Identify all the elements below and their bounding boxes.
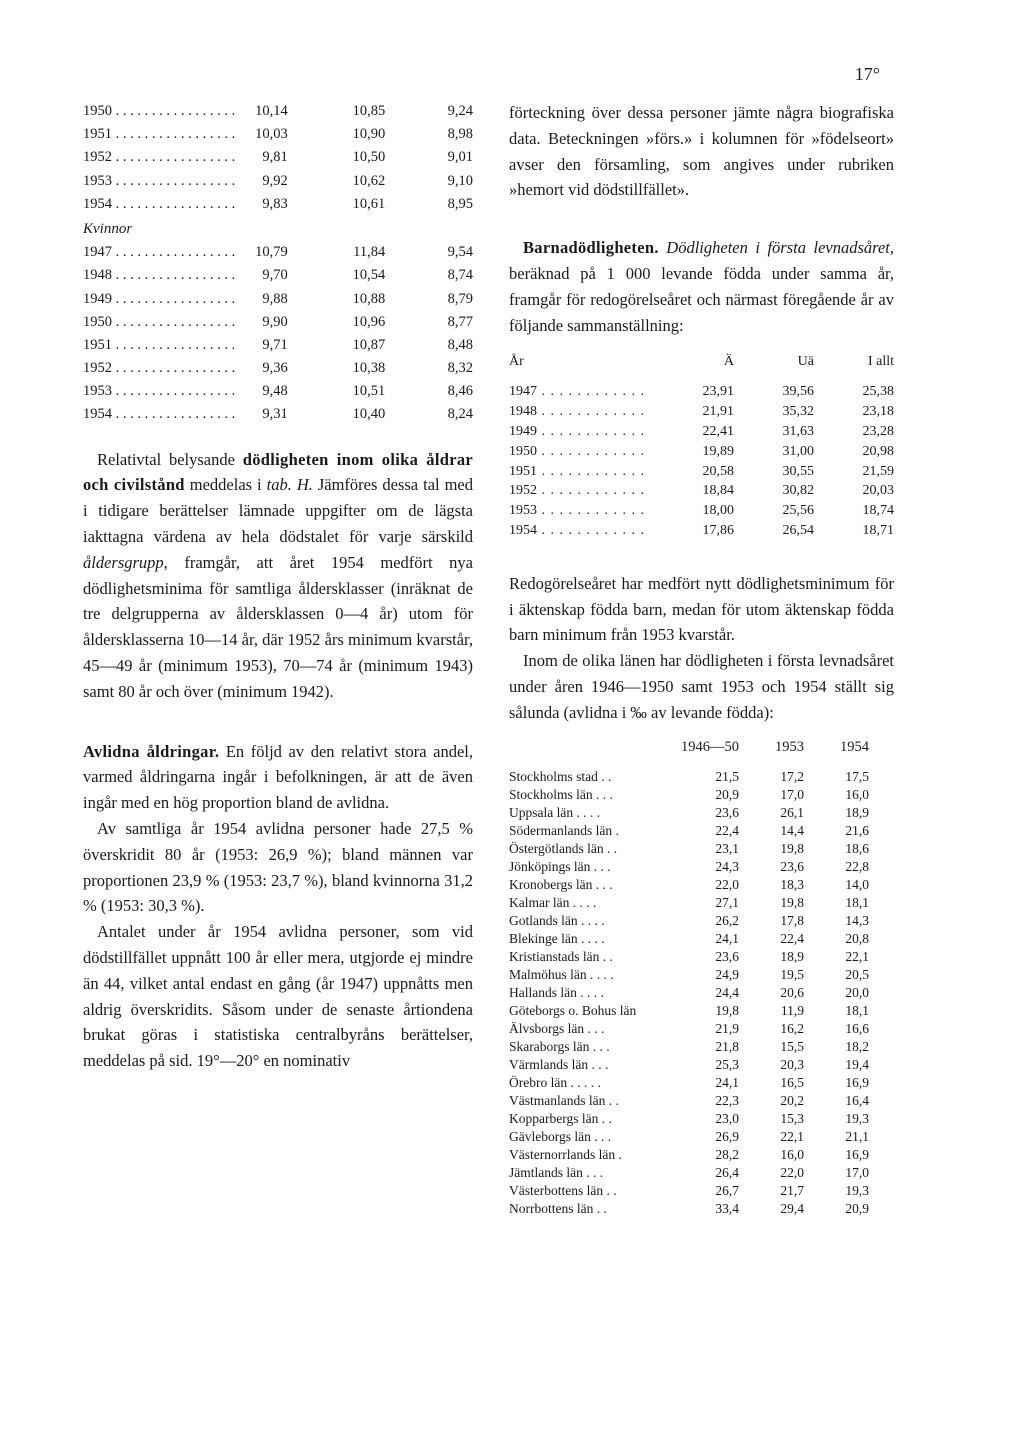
infant-year: [509, 521, 659, 541]
stat-row: [83, 380, 473, 403]
county-name: Älvsborgs län . . .: [509, 1020, 605, 1036]
stat-value-married: 9,24: [447, 103, 473, 119]
county-header-cell: [509, 738, 679, 768]
county-value: 16,0: [845, 786, 869, 802]
county-value: 26,4: [715, 1164, 739, 1180]
infant-year: [509, 501, 659, 521]
infant-value: 25,56: [782, 503, 814, 519]
county-value: 11,9: [780, 1002, 804, 1018]
county-value: 24,1: [715, 930, 739, 946]
county-name: Kristianstads län . .: [509, 948, 613, 964]
infant-table-header: [509, 352, 894, 382]
stat-row: [83, 170, 473, 193]
table-row: [509, 462, 894, 482]
table-row: [509, 966, 869, 984]
table-row: [509, 822, 869, 840]
infant-value: 23,28: [862, 423, 894, 439]
county-value: 21,1: [845, 1128, 869, 1144]
county-value: 24,3: [715, 858, 739, 874]
infant-year: [509, 481, 659, 501]
stat-year: [83, 264, 239, 287]
county-value: 20,6: [780, 984, 804, 1000]
paragraph-elderly: [83, 739, 473, 816]
county-name: Västerbottens län . .: [509, 1182, 617, 1198]
stat-year-label: 1952: [83, 360, 112, 377]
stat-value-total: 9,88: [262, 290, 288, 307]
county-value: 20,8: [845, 930, 869, 946]
county-value: 24,1: [715, 1074, 739, 1090]
stat-value-married: 8,79: [447, 290, 473, 307]
infant-year-label: 1952 . . .: [509, 483, 645, 498]
table-row: [509, 1020, 869, 1038]
table-row: [509, 382, 894, 402]
infant-year: [509, 402, 659, 422]
stat-row: [83, 123, 473, 146]
county-value: 27,1: [715, 894, 739, 910]
stat-value-total: 9,92: [262, 172, 288, 189]
county-value: 28,2: [715, 1146, 739, 1162]
infant-value: 25,38: [862, 384, 894, 400]
county-value: 17,5: [845, 768, 869, 784]
stat-row: [83, 193, 473, 216]
county-value: 19,5: [780, 966, 804, 982]
stat-row: [83, 357, 473, 380]
county-value: 14,3: [845, 912, 869, 928]
stat-value-unmarried: 10,96: [352, 313, 386, 330]
p2-heading: Avlidna åldringar.: [83, 741, 220, 761]
county-name: Kopparbergs län . .: [509, 1110, 612, 1126]
stat-year: [83, 357, 239, 380]
stat-value-total: 10,03: [255, 126, 288, 143]
county-value: 20,9: [845, 1200, 869, 1216]
paragraph-centenarians: Antalet under år 1954 avlidna personer, som vid dödstillfället uppnått 100 år eller mera, utgjorde ej mindre än 44, vilket antal endast en gång (år 1947) uppnåtts men aldrig överskridits. Såsom under de senaste årtiondena brukat göras i statistiska centralbyråns berättelser, meddelas på sid. 19°—20° en nominativ: [83, 922, 473, 1071]
infant-value: 23,91: [702, 384, 734, 400]
table-row: [509, 984, 869, 1002]
infant-year-label: 1951 . . .: [509, 464, 645, 479]
county-value: 26,2: [715, 912, 739, 928]
stat-year-label: 1952: [83, 149, 112, 166]
infant-year-label: 1947 . . .: [509, 384, 645, 399]
stat-value-unmarried: 10,50: [352, 149, 386, 166]
county-value: 21,9: [715, 1020, 739, 1036]
stat-row: [83, 241, 473, 264]
stat-value-unmarried: 10,40: [352, 406, 386, 423]
infant-value: 35,32: [782, 404, 814, 420]
stat-year-label: 1954: [83, 195, 112, 212]
stat-row: [83, 146, 473, 169]
stat-value-total: 10,14: [255, 103, 288, 119]
table-row: [509, 912, 869, 930]
stat-value-unmarried: 11,84: [353, 244, 386, 261]
stat-value-unmarried: 10,87: [352, 336, 386, 353]
p1-lead: Relativtal belysande: [97, 449, 243, 469]
county-value: 24,9: [715, 966, 739, 982]
table-row: [509, 804, 869, 822]
county-value: 14,4: [780, 822, 804, 838]
county-value: 19,8: [780, 894, 804, 910]
county-name: Göteborgs o. Bohus län: [509, 1002, 637, 1018]
stat-year: [83, 170, 239, 193]
county-name: Kronobergs län . . .: [509, 876, 613, 892]
stat-value-unmarried: 10,38: [352, 360, 386, 377]
table-row: [509, 501, 894, 521]
county-value: 18,1: [845, 894, 869, 910]
paragraph-elderly-share: Av samtliga år 1954 avlidna personer hade 27,5 % överskridit 80 år (1953: 26,9 %); bland männen var proportionen 23,9 % (1953: 23,7 %), bland kvinnorna 31,2 % (1953: 30,3 %).: [83, 818, 473, 916]
infant-header-cell: Ä: [723, 354, 734, 370]
stat-row: [83, 311, 473, 334]
infant-value: 18,74: [862, 503, 894, 519]
stat-value-total: 9,83: [262, 195, 288, 212]
stat-value-total: 9,81: [262, 149, 288, 166]
county-name: Gotlands län . . . .: [509, 912, 605, 928]
county-name: Västmanlands län . .: [509, 1092, 619, 1108]
county-value: 15,5: [780, 1038, 804, 1054]
r2-italic: Dödligheten i första levnadsåret,: [666, 238, 895, 258]
county-value: 18,6: [845, 840, 869, 856]
county-name: Hallands län . . . .: [509, 984, 604, 1000]
county-value: 17,8: [780, 912, 804, 928]
stat-value-married: 8,46: [447, 383, 473, 400]
stat-value-married: 8,95: [447, 195, 473, 212]
infant-year-label: 1953 . . .: [509, 503, 645, 518]
left-column: [83, 100, 473, 1074]
county-name: Blekinge län . . . .: [509, 930, 605, 946]
stat-row: [83, 100, 473, 123]
stat-year: [83, 193, 239, 216]
stat-value-unmarried: 10,61: [352, 195, 386, 212]
infant-year-label: 1949 . . .: [509, 424, 645, 439]
infant-mortality-table: [509, 352, 894, 540]
stat-value-unmarried: 10,85: [352, 103, 386, 119]
county-value: 22,1: [845, 948, 869, 964]
stat-year: [83, 334, 239, 357]
county-value: 18,1: [845, 1002, 869, 1018]
stat-year-label: 1951: [83, 336, 112, 353]
table-row: [509, 481, 894, 501]
table-row: [509, 1128, 869, 1146]
p1-mid: meddelas i: [184, 475, 267, 495]
table-row: [509, 894, 869, 912]
county-value: 23,1: [715, 840, 739, 856]
table-row: [509, 422, 894, 442]
county-value: 19,3: [845, 1110, 869, 1126]
infant-header-cell: Uä: [797, 354, 814, 370]
infant-value: 30,55: [782, 463, 814, 479]
paragraph-counties-intro: Inom de olika länen har dödligheten i första levnadsåret under åren 1946—1950 samt 1953 och 1954 ställt sig sålunda (avlidna i ‰ av levande födda):: [509, 651, 894, 722]
stat-year: [83, 241, 239, 264]
county-value: 16,0: [780, 1146, 804, 1162]
stat-year-label: 1953: [83, 172, 112, 189]
county-name: Malmöhus län . . . .: [509, 966, 614, 982]
county-value: 14,0: [845, 876, 869, 892]
stat-year: [83, 288, 239, 311]
county-value: 21,6: [845, 822, 869, 838]
stat-value-married: 9,54: [447, 244, 473, 261]
infant-value: 20,58: [702, 463, 734, 479]
county-value: 18,2: [845, 1038, 869, 1054]
infant-value: 26,54: [782, 522, 814, 538]
county-value: 22,3: [715, 1092, 739, 1108]
paragraph-listing: förteckning över dessa personer jämte några biografiska data. Beteckningen »förs.» i kolumnen för »födelseort» avser den församling, som angives under rubriken »hemort vid dödstillfället».: [509, 103, 894, 200]
infant-value: 22,41: [702, 423, 734, 439]
county-value: 20,2: [780, 1092, 804, 1108]
infant-year: [509, 422, 659, 442]
county-value: 22,0: [780, 1164, 804, 1180]
county-value: 16,9: [845, 1146, 869, 1162]
county-name: Stockholms län . . .: [509, 786, 613, 802]
infant-header-cell: År: [509, 354, 524, 370]
r2-heading: Barnadödligheten.: [523, 238, 659, 258]
county-value: 15,3: [780, 1110, 804, 1126]
table-row: [509, 1056, 869, 1074]
table-row: [509, 1110, 869, 1128]
table-row: [509, 1074, 869, 1092]
county-value: 23,6: [715, 948, 739, 964]
table-row: [509, 1200, 869, 1218]
p1-bold: dödligheten inom olika åldrar och civilstånd: [83, 449, 473, 495]
table-row: [509, 1002, 869, 1020]
stat-year-label: 1950: [83, 313, 112, 330]
county-value: 26,9: [715, 1128, 739, 1144]
county-name: Jönköpings län . . .: [509, 858, 611, 874]
stat-value-total: 9,71: [262, 336, 288, 353]
p2-text: En följd av den relativt stora andel, varmed åldringarna ingår i befolkningen, är att de även ingår med en hög proportion bland de avlidna.: [83, 741, 473, 813]
mortality-stats-top: [83, 100, 473, 216]
county-value: 20,0: [845, 984, 869, 1000]
stat-year-label: 1947: [83, 244, 112, 261]
table-row: [509, 1164, 869, 1182]
stat-value-total: 9,70: [262, 267, 288, 284]
county-value: 23,0: [715, 1110, 739, 1126]
r2-text: beräknad på 1 000 levande födda under samma år, framgår för redogörelseåret och närmast föregående år av följande sammanställning:: [509, 263, 894, 335]
county-value: 16,9: [845, 1074, 869, 1090]
infant-value: 31,00: [782, 443, 814, 459]
stat-year-label: 1953: [83, 383, 112, 400]
county-value: 20,9: [715, 786, 739, 802]
stat-year-label: 1950: [83, 103, 112, 119]
p1-italic: åldersgrupp: [83, 552, 164, 572]
county-value: 20,3: [780, 1056, 804, 1072]
kvinnor-label: Kvinnor: [83, 220, 133, 237]
county-header-cell: 1946—50: [681, 738, 739, 755]
county-value: 22,4: [780, 930, 804, 946]
stat-row: [83, 334, 473, 357]
mortality-stats-women: [83, 241, 473, 427]
county-value: 26,7: [715, 1182, 739, 1198]
stat-year: [83, 403, 239, 426]
stat-year: [83, 311, 239, 334]
table-row: [509, 876, 869, 894]
paragraph-new-minimum: Redogörelseåret har medfört nytt dödlighetsminimum för i äktenskap födda barn, medan för utom äktenskap födda barn minimum från 1953 kvarstår.: [509, 573, 894, 645]
table-row: [509, 948, 869, 966]
infant-year: [509, 462, 659, 482]
county-value: 21,7: [780, 1182, 804, 1198]
stat-value-unmarried: 10,54: [352, 267, 386, 284]
county-value: 18,9: [780, 948, 804, 964]
paragraph-infant-mortality: [509, 235, 894, 338]
infant-value: 18,71: [862, 522, 894, 538]
infant-value: 30,82: [782, 483, 814, 499]
county-value: 17,2: [780, 768, 804, 784]
stat-year-label: 1948: [83, 267, 112, 284]
infant-value: 39,56: [782, 384, 814, 400]
county-name: Västernorrlands län .: [509, 1146, 622, 1162]
stat-value-unmarried: 10,62: [352, 172, 386, 189]
county-name: Värmlands län . . .: [509, 1056, 609, 1072]
county-value: 19,8: [715, 1002, 739, 1018]
county-name: Norrbottens län . .: [509, 1200, 607, 1216]
table-row: [509, 786, 869, 804]
stat-year-label: 1949: [83, 290, 112, 307]
stat-value-married: 8,32: [447, 360, 473, 377]
county-name: Jämtlands län . . .: [509, 1164, 604, 1180]
stat-value-total: 9,31: [262, 406, 288, 423]
stat-value-unmarried: 10,90: [352, 126, 386, 143]
county-name: Örebro län . . . . .: [509, 1074, 601, 1090]
infant-header-cell: I allt: [867, 354, 894, 370]
county-name: Uppsala län . . . .: [509, 804, 601, 820]
county-name: Stockholms stad . .: [509, 768, 612, 784]
stat-year-label: 1954: [83, 406, 112, 423]
table-row: [509, 930, 869, 948]
county-header-cell: 1954: [840, 738, 869, 755]
stat-value-married: 8,24: [447, 406, 473, 423]
table-row: [509, 1092, 869, 1110]
infant-value: 21,91: [702, 404, 734, 420]
county-value: 24,4: [715, 984, 739, 1000]
stat-value-married: 9,01: [447, 149, 473, 166]
table-row: [509, 1038, 869, 1056]
stat-row: [83, 288, 473, 311]
county-value: 21,8: [715, 1038, 739, 1054]
county-value: 16,4: [845, 1092, 869, 1108]
stat-value-total: 9,48: [262, 383, 288, 400]
stat-year: [83, 380, 239, 403]
infant-value: 18,84: [702, 483, 734, 499]
infant-value: 20,98: [862, 443, 894, 459]
county-mortality-table: [509, 738, 869, 1218]
infant-value: 23,18: [862, 404, 894, 420]
county-value: 16,2: [780, 1020, 804, 1036]
right-column: [509, 100, 894, 1218]
stat-year: [83, 146, 239, 169]
stat-year: [83, 100, 239, 123]
stat-value-total: 9,36: [262, 360, 288, 377]
county-value: 22,0: [715, 876, 739, 892]
infant-value: 18,00: [702, 503, 734, 519]
county-value: 23,6: [780, 858, 804, 874]
county-value: 22,4: [715, 822, 739, 838]
county-value: 29,4: [780, 1200, 804, 1216]
county-value: 22,1: [780, 1128, 804, 1144]
table-row: [509, 521, 894, 541]
table-row: [509, 402, 894, 422]
stat-value-total: 9,90: [262, 313, 288, 330]
infant-year: [509, 382, 659, 402]
county-value: 25,3: [715, 1056, 739, 1072]
stat-row: [83, 403, 473, 426]
table-row: [509, 840, 869, 858]
stat-value-unmarried: 10,88: [352, 290, 386, 307]
infant-year-label: 1954 . . .: [509, 523, 645, 538]
county-table-header: [509, 738, 869, 768]
infant-year-label: 1948 . . .: [509, 404, 645, 419]
county-value: 16,6: [845, 1020, 869, 1036]
county-value: 17,0: [845, 1164, 869, 1180]
county-value: 33,4: [715, 1200, 739, 1216]
p1-table-ref: tab. H.: [266, 475, 313, 495]
county-value: 21,5: [715, 768, 739, 784]
stat-year-label: 1951: [83, 126, 112, 143]
county-value: 16,5: [780, 1074, 804, 1090]
county-value: 19,8: [780, 840, 804, 856]
stat-row: [83, 264, 473, 287]
table-row: [509, 1182, 869, 1200]
stat-value-married: 8,74: [447, 267, 473, 284]
table-row: [509, 768, 869, 786]
county-value: 17,0: [780, 786, 804, 802]
county-value: 20,5: [845, 966, 869, 982]
county-header-cell: 1953: [775, 738, 804, 755]
table-row: [509, 1146, 869, 1164]
p1-rest2: , framgår, att året 1954 medfört nya dödlighetsminima för samtliga åldersklasser (inräknat de tre delgrupperna av åldersklassen 0—4 år) utom för åldersklasserna 10—14 år, där 1952 års minimum kvarstår, 45—49 år (minimum 1953), 70—74 år (minimum 1943) samt 80 år och över (minimum 1942).: [83, 552, 473, 701]
county-value: 18,3: [780, 876, 804, 892]
county-value: 23,6: [715, 804, 739, 820]
county-name: Skaraborgs län . . .: [509, 1038, 610, 1054]
county-name: Gävleborgs län . . .: [509, 1128, 612, 1144]
stat-value-married: 8,77: [447, 313, 473, 330]
infant-value: 19,89: [702, 443, 734, 459]
table-row: [509, 442, 894, 462]
stat-value-married: 9,10: [447, 172, 473, 189]
page-number: 17°: [854, 64, 880, 84]
stat-value-unmarried: 10,51: [352, 383, 386, 400]
p1-rest: Jämföres dessa tal med i tidigare berättelser lämnade uppgifter om de lägsta iakttagna värdena av hela dödstalet för varje särskild: [83, 475, 473, 547]
stat-year: [83, 123, 239, 146]
county-name: Östergötlands län . .: [509, 840, 618, 856]
stat-value-married: 8,98: [447, 126, 473, 143]
county-value: 19,4: [845, 1056, 869, 1072]
county-value: 18,9: [845, 804, 869, 820]
stat-value-married: 8,48: [447, 336, 473, 353]
county-value: 19,3: [845, 1182, 869, 1198]
infant-value: 17,86: [702, 522, 734, 538]
infant-year: [509, 442, 659, 462]
table-row: [509, 858, 869, 876]
paragraph-relative-figures: [83, 447, 473, 705]
county-name: Kalmar län . . . .: [509, 894, 597, 910]
county-value: 26,1: [780, 804, 804, 820]
infant-value: 20,03: [862, 483, 894, 499]
county-value: 22,8: [845, 858, 869, 874]
infant-value: 31,63: [782, 423, 814, 439]
infant-value: 21,59: [862, 463, 894, 479]
stat-value-total: 10,79: [255, 244, 288, 261]
county-name: Södermanlands län .: [509, 822, 619, 838]
infant-year-label: 1950 . . .: [509, 444, 645, 459]
